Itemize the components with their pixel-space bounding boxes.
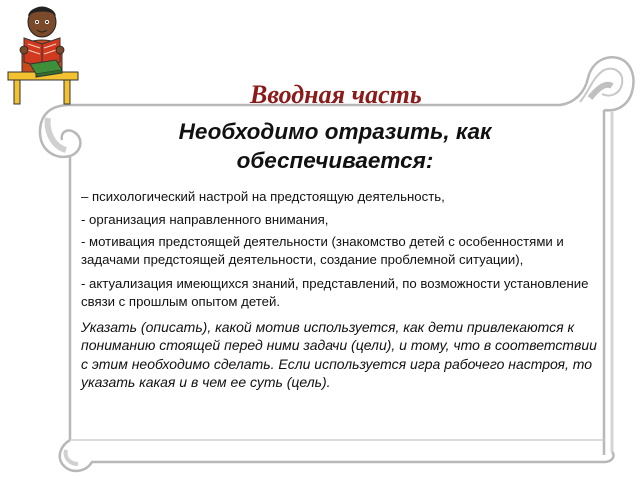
instruction-note: Указать (описать), какой мотив используется, как дети привлекаются к пониманию стоящей перед ними задачи (цели), и тому, что в соответствии с этим необходимо сделать. Если используется игра рабочего настроя, то указать какая и в чем ее суть (цель). — [81, 318, 597, 391]
section-heading: Необходимо отразить, как обеспечивается: — [178, 119, 492, 173]
list-item-knowledge: - актуализация имеющихся знаний, представлений, по возможности установление связи с прошлым опытом детей. — [81, 276, 589, 309]
slide-title: Вводная часть — [250, 80, 422, 109]
list-item-mood: – психологический настрой на предстоящую деятельность, — [81, 189, 445, 204]
content-body — [81, 188, 603, 399]
list-item-motivation: - мотивация предстоящей деятельности (знакомство детей с особенностями и задачами предстоящей деятельности, создание проблемной ситуации), — [81, 234, 564, 267]
student-reading-book-icon — [0, 0, 100, 110]
list-item-attention: - организация направленного внимания, — [81, 211, 329, 227]
